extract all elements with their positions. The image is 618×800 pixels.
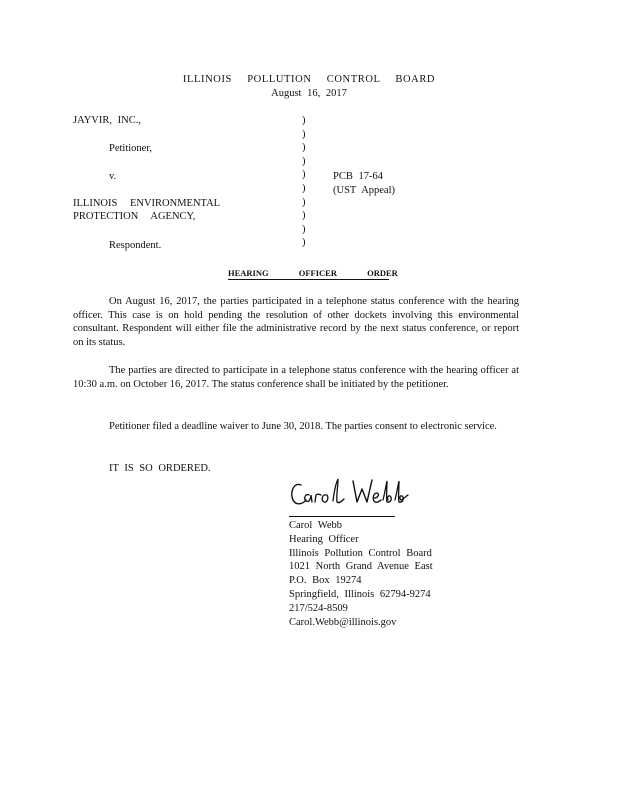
versus-label: v.	[109, 171, 117, 182]
address-po-box: P.O. Box 19274	[289, 575, 362, 587]
paragraph-deadline-waiver: Petitioner filed a deadline waiver to June 30, 2018. The parties consent to electronic service.	[109, 421, 497, 432]
paren: )	[302, 182, 306, 194]
petitioner-label: Petitioner,	[109, 143, 153, 154]
order-date: August 16, 2017	[271, 88, 347, 99]
paren: )	[302, 223, 306, 235]
order-heading: HEARING OFFICER ORDER	[228, 268, 398, 278]
address-city: Springfield, Illinois 62794-9274	[289, 588, 431, 600]
handwritten-signature	[287, 473, 417, 513]
signer-title: Hearing Officer	[289, 533, 359, 545]
petitioner-name: JAYVIR, INC.,	[73, 115, 141, 126]
signer-email: Carol.Webb@illinois.gov	[289, 616, 397, 628]
respondent-label: Respondent.	[109, 240, 162, 251]
paragraph-next-conference: The parties are directed to participate in a telephone status conference with the hearing officer at 10:30 a.m. on October 16, 2017. The status conference shall be initiated by the petitioner.	[73, 365, 519, 390]
board-title: ILLINOIS POLLUTION CONTROL BOARD	[182, 74, 436, 85]
so-ordered: IT IS SO ORDERED.	[109, 463, 211, 474]
address-street: 1021 North Grand Avenue East	[289, 561, 433, 573]
paren: )	[302, 142, 306, 154]
signer-organization: Illinois Pollution Control Board	[289, 547, 432, 559]
paren: )	[302, 210, 306, 222]
paren: )	[302, 169, 306, 181]
paren: )	[302, 128, 306, 140]
paren: )	[302, 115, 306, 126]
signature-block	[289, 519, 433, 629]
respondent-name-line2: PROTECTION AGENCY,	[73, 211, 196, 222]
paragraph-status-conference: On August 16, 2017, the parties participated in a telephone status conference with the hearing officer. This case is on hold pending the resolution of other dockets involving this environmental consultant. Respondent will either file the administrative record by the next status conference, or report on its status.	[73, 296, 519, 348]
case-type: (UST Appeal)	[333, 185, 396, 196]
paren: )	[302, 155, 306, 167]
case-number: PCB 17-64	[333, 171, 383, 182]
respondent-name-line1: ILLINOIS ENVIRONMENTAL	[73, 198, 221, 209]
signature-line	[289, 516, 395, 517]
paren: )	[302, 196, 306, 208]
signer-name: Carol Webb	[289, 520, 342, 531]
caption-parentheses	[302, 114, 310, 250]
signer-phone: 217/524-8509	[289, 602, 348, 614]
paren: )	[302, 237, 306, 249]
